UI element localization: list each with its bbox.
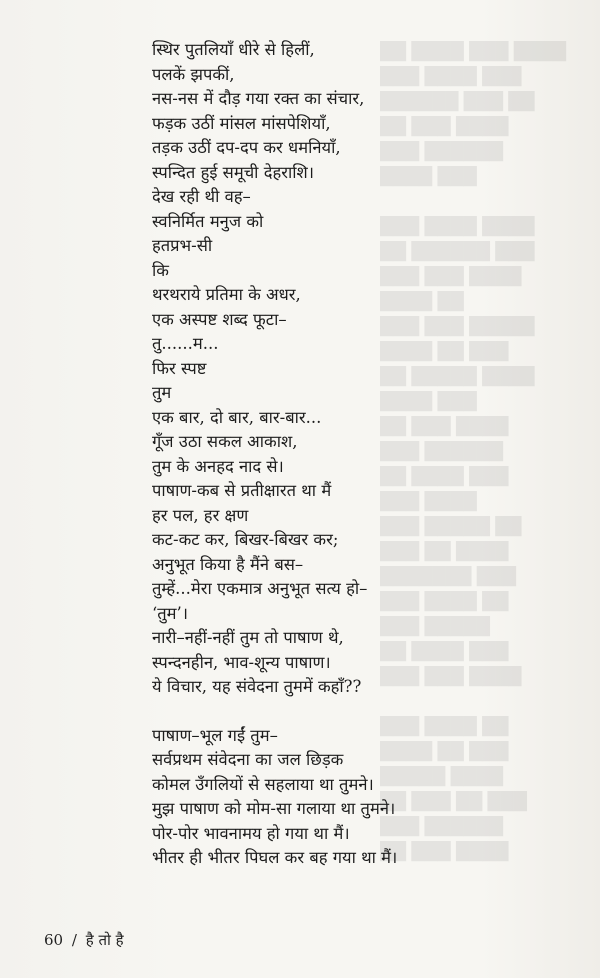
- poem-line: देख रही थी वह–: [152, 187, 251, 206]
- poem-line: स्थिर पुतलियाँ धीरे से हिलीं,: [152, 40, 315, 59]
- poem-line: गूँज उठा सकल आकाश,: [152, 432, 298, 451]
- show-through-text: ████ ███ ████ ██ ███ ████ ███ ██ ███ ██████ ████ ███ ██ ██████ ███ ███ ████ ████ ████ ███ ███ ██████ ██ ████ ███ ███ ██ ████ █████ ███ ███ ███ ██ ████ ████ █████ ██ ███ ████ ████ ███ ██ ██████ ███ ███ ████ ██ ████ ███ ██ █████ ███ ████ ██ ███ ███ ███████ ██ ████ ███ █████ ███ ███ ████ ██ ████ ███ ███ ██ ████ ███ ███ ██ ████ ████ █████ ███ ██ ███ ██ ██████ ███ ████ ███ ██: [380, 42, 567, 862]
- poem-line: तुम: [152, 383, 172, 402]
- poem-line: ‘तुम’।: [152, 603, 189, 623]
- poem-line: कि: [152, 260, 169, 280]
- poem-line: हतप्रभ-सी: [152, 236, 213, 255]
- poem-line: तुम के अनहद नाद से।: [152, 456, 284, 476]
- poem-text: [152, 38, 572, 871]
- poem-line: सर्वप्रथम संवेदना का जल छिड़क: [152, 750, 344, 769]
- poem-line: नारी–नहीं-नहीं तुम तो पाषाण थे,: [152, 628, 344, 647]
- poem-line: थरथराये प्रतिमा के अधर,: [152, 285, 301, 304]
- poem-line: अनुभूत किया है मैंने बस–: [152, 554, 304, 574]
- page-footer: [44, 930, 124, 950]
- poem-line: एक अस्पष्ट शब्द फूटा–: [152, 309, 287, 329]
- poem-line: पाषाण–भूल गईं तुम–: [152, 725, 278, 745]
- poem-line: ये विचार, यह संवेदना तुममें कहाँ??: [152, 677, 362, 696]
- poem-line: पलकें झपकीं,: [152, 64, 235, 84]
- footer-separator: /: [71, 931, 77, 949]
- poem-line: हर पल, हर क्षण: [152, 505, 249, 525]
- poem-line: स्वनिर्मित मनुज को: [152, 211, 264, 231]
- stanza-break: [152, 700, 572, 724]
- poem-line: तु......म...: [152, 334, 219, 353]
- poem-line: तुम्हें...मेरा एकमात्र अनुभूत सत्य हो–: [152, 579, 368, 598]
- poem-line: पोर-पोर भावनामय हो गया था मैं।: [152, 823, 350, 843]
- poem-line: फड़क उठीं मांसल मांसपेशियाँ,: [152, 113, 331, 133]
- poem-line: स्पन्दित हुई समूची देहराशि।: [152, 162, 314, 182]
- poem-line: तड़क उठीं दप-दप कर धमनियाँ,: [152, 138, 341, 157]
- poem-line: मुझ पाषाण को मोम-सा गलाया था तुमने।: [152, 799, 396, 818]
- poem-line: नस-नस में दौड़ गया रक्त का संचार,: [152, 89, 365, 108]
- poem-line: एक बार, दो बार, बार-बार...: [152, 407, 322, 427]
- page-number: 60: [44, 931, 64, 949]
- poem-line: कोमल उँगलियों से सहलाया था तुमने।: [152, 774, 374, 794]
- poem-line: भीतर ही भीतर पिघल कर बह गया था मैं।: [152, 848, 398, 867]
- poem-line: पाषाण-कब से प्रतीक्षारत था मैं: [152, 481, 332, 500]
- poem-line: कट-कट कर, बिखर-बिखर कर;: [152, 530, 339, 549]
- poem-line: स्पन्दनहीन, भाव-शून्य पाषाण।: [152, 652, 331, 672]
- poem-line: फिर स्पष्ट: [152, 358, 207, 378]
- book-title: है तो है: [85, 931, 124, 949]
